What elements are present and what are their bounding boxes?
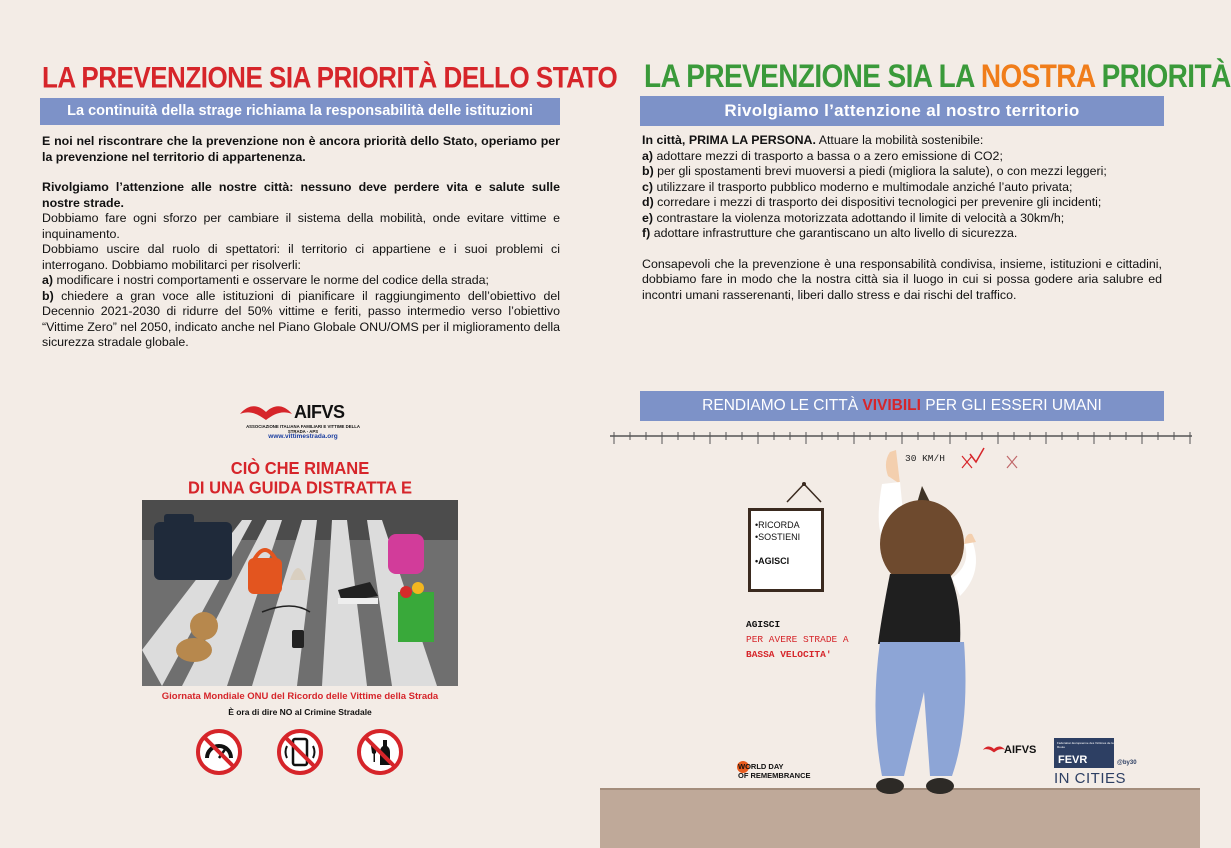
note-ricorda: •RICORDA (755, 520, 800, 530)
left-body (42, 134, 560, 351)
speed-limit-label: 30 KM/H (905, 453, 945, 464)
band2-part-2: VIVIBILI (862, 397, 921, 414)
right-body (642, 133, 1162, 303)
right-item-text: adottare mezzi di trasporto a bassa o a zero emissione di CO2; (653, 148, 1003, 163)
ruler-ticks (614, 432, 1190, 444)
right-page (600, 0, 1231, 848)
band2-part-1: RENDIAMO LE CITTÀ (702, 397, 863, 414)
fevr-box (1054, 738, 1114, 768)
aifvs-brand: AIFVS (294, 402, 345, 422)
right-title-part-1: LA PREVENZIONE SIA LA (644, 58, 981, 94)
poster-heading-2: DI UNA GUIDA DISTRATTA E (188, 478, 412, 498)
aifvs-logo (238, 400, 368, 448)
fevr-in-cities: IN CITIES (1054, 770, 1127, 787)
right-item (642, 226, 1162, 242)
right-item-label: f) (642, 226, 651, 240)
agisci-line-2: PER AVERE STRADE A (746, 634, 849, 645)
hands-icon (982, 742, 1006, 756)
right-closing: Consapevoli che la prevenzione è una responsabilità condivisa, insieme, istituzioni e cittadini, dobbiamo fare in modo che la nostra città sia il luogo in cui si possa godere aria salubre ed incontri umani rasserenanti, liberi dallo stress e dai rischi del traffico. (642, 256, 1162, 302)
poster-caption-1: Giornata Mondiale ONU del Ricordo delle Vittime della Strada (161, 691, 439, 702)
aifvs-url: www.vittimestrada.org (268, 433, 338, 440)
left-band: La continuità della strage richiama la responsabilità delle istituzioni (40, 98, 560, 125)
right-title-part-3: PRIORITÀ (1094, 58, 1231, 94)
right-item (642, 195, 1162, 211)
left-item-a-text: modificare i nostri comportamenti e osservare le norme del codice della strada; (53, 273, 489, 287)
fevr-title: FEVR (1058, 754, 1088, 766)
right-band-2 (640, 391, 1164, 421)
right-item (642, 164, 1162, 180)
speedometer-prohibited-icon (195, 728, 243, 776)
note-sostieni: •SOSTIENI (755, 532, 801, 542)
left-item-b (42, 289, 560, 351)
notice-board (748, 508, 824, 592)
by30-label: @by30 (1117, 760, 1137, 766)
poster-heading-1: CIÒ CHE RIMANE (230, 459, 370, 479)
right-item-text: adottare infrastrutture che garantiscano un alto livello di sicurezza. (650, 226, 1018, 240)
left-p2: Dobbiamo uscire dal ruolo di spettatori: il territorio ci appartiene e i suoi problemi ci interrogano. Dobbiamo mobilitarci per risolverli: (42, 242, 560, 272)
right-item-text: per gli spostamenti brevi muoversi a piedi (migliora la salute), o con mezzi leggeri; (653, 164, 1107, 178)
right-item-label: e) (642, 210, 654, 225)
crosswalk-photo (142, 500, 458, 686)
left-lead: Rivolgiamo l’attenzione alle nostre città: nessuno deve perdere vita e salute sulle nostre strade. (42, 180, 560, 210)
right-item (642, 211, 1162, 227)
agisci-line-3: BASSA VELOCITA' (746, 649, 832, 660)
fevr-subtitle: Fédération Européenne des Victimes de la Route (1057, 741, 1114, 749)
note-agisci: •AGISCI (755, 556, 790, 566)
hands-icon (238, 400, 294, 424)
right-item-label: b) (642, 164, 654, 178)
left-title: LA PREVENZIONE SIA PRIORITÀ DELLO STATO (42, 60, 618, 95)
aifvs-subtitle: ASSOCIAZIONE ITALIANA FAMILIARI E VITTIME DELLA STRADA - APS (246, 424, 360, 434)
right-intro-bold: In città, PRIMA LA PERSONA. (642, 133, 816, 147)
right-item-text: corredare i mezzi di trasporto dei dispositivi tecnologici per prevenire gli incidenti; (653, 195, 1102, 209)
world-day-logo (738, 762, 811, 780)
left-item-b-label: b) (42, 288, 54, 303)
right-band: Rivolgiamo l’attenzione al nostro territorio (640, 96, 1164, 126)
right-title-part-2: NOSTRA (980, 58, 1095, 94)
right-intro (642, 133, 1162, 149)
right-title (644, 58, 1231, 95)
band2-part-3: PER GLI ESSERI UMANI (920, 397, 1102, 414)
aifvs-brand-small: AIFVS (1004, 744, 1037, 756)
agisci-title: AGISCI (746, 619, 781, 630)
right-item-text: contrastare la violenza motorizzata adottando il limite di velocità a 30km/h; (653, 210, 1065, 225)
right-item-label: a) (642, 148, 654, 163)
right-item-label: c) (642, 179, 654, 194)
wdr-line-2: OF REMEMBRANCE (738, 771, 811, 780)
aifvs-logo-small (982, 738, 1046, 782)
wdr-line-1: WORLD DAY (738, 762, 784, 771)
left-item-a (42, 273, 560, 289)
left-item-b-text: chiedere a gran voce alle istituzioni di pianificare il raggiungimento dell’obiettivo del Decennio 2021-2030 di ridurre del 50% vittime e feriti, passo intermedio verso l’obiettivo “Vittime Zero” nel 2050, indicato anche nel Piano Globale ONU/OMS per il miglioramento della sicurezza stradale globale. (42, 288, 560, 349)
phone-prohibited-icon (276, 728, 324, 776)
left-intro: E noi nel riscontrare che la prevenzione non è ancora priorità dello Stato, operiamo per la prevenzione nel territorio di appartenenza. (42, 134, 560, 164)
right-item-text: utilizzare il trasporto pubblico moderno e multimodale anziché l’auto privata; (653, 179, 1073, 194)
left-item-a-label: a) (42, 273, 54, 287)
agisci-callout (746, 617, 849, 662)
alcohol-prohibited-icon (356, 728, 404, 776)
fevr-logo (1054, 738, 1140, 786)
poster-caption-2: È ora di dire NO al Crimine Stradale (228, 707, 372, 717)
right-items-list (642, 149, 1162, 242)
right-item (642, 149, 1162, 165)
right-item (642, 180, 1162, 196)
right-item-label: d) (642, 195, 654, 209)
right-intro-rest: Attuare la mobilità sostenibile: (815, 133, 984, 147)
left-p1: Dobbiamo fare ogni sforzo per cambiare il sistema della mobilità, onde evitare vittime e inquinamento. (42, 211, 560, 241)
